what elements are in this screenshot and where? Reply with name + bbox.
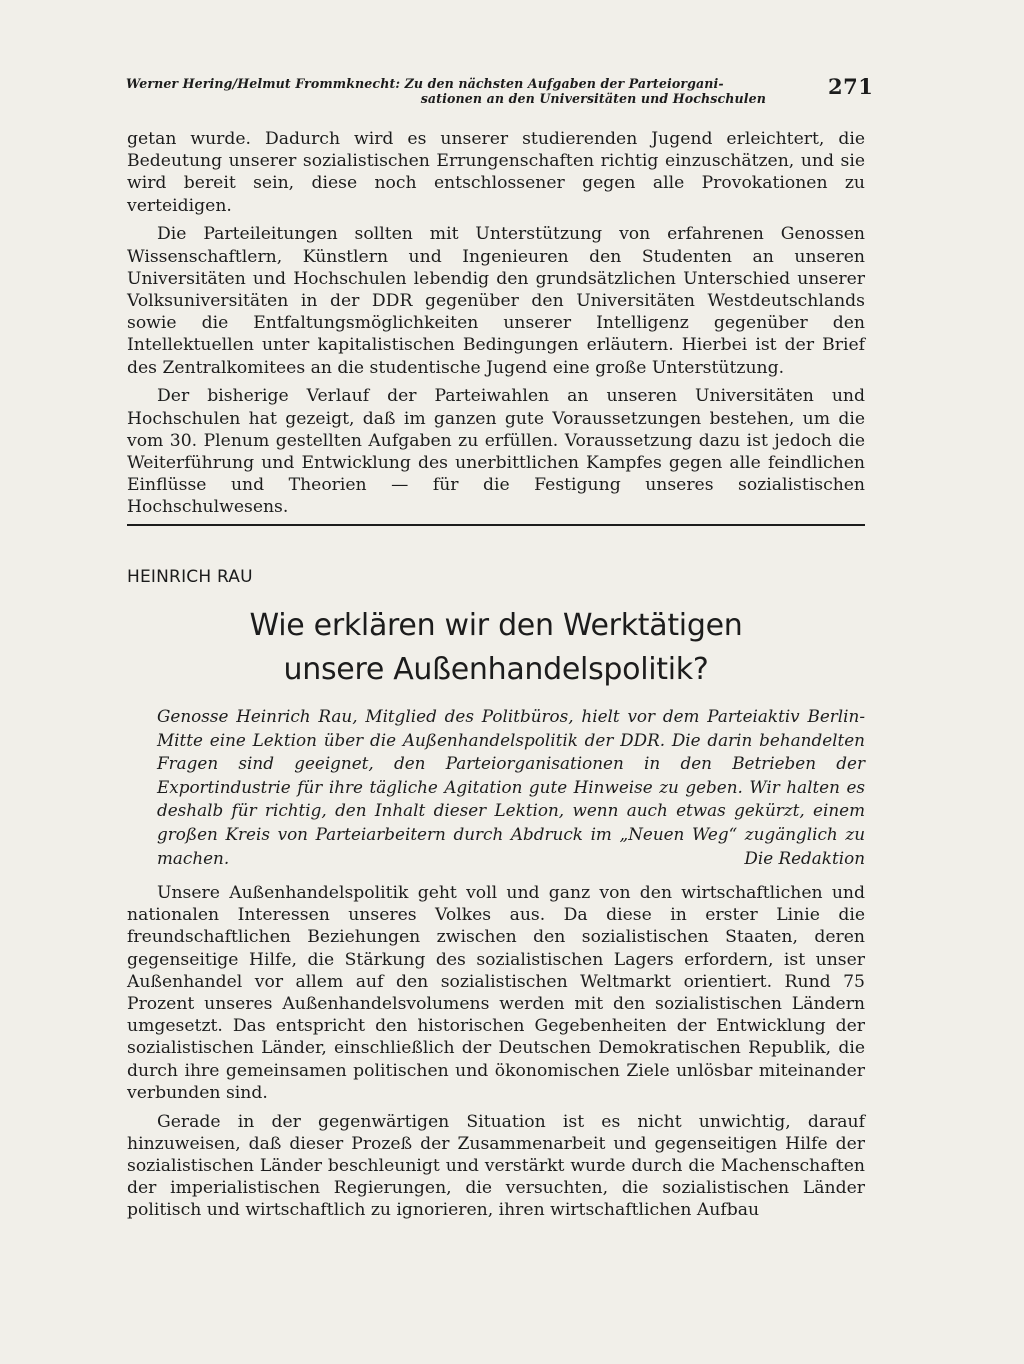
paragraph: Die Parteileitungen sollten mit Unterstützung von erfahrenen Genossen Wissenschaftlern, Künstlern und Ingenieuren den Studenten an unseren Universitäten und Hochschulen lebendig den grundsätzlichen Unterschied unserer Volksuniversitäten in der DDR gegenüber den Universitäten Westdeutschlands sowie die Entfaltungsmöglichkeiten unserer Intelligenz gegenüber den Intellektuellen unter kapitalistischen Bedingungen erläutern. Hierbei ist der Brief des Zentralkomitees an die studentische Jugend eine große Unterstützung. xyxy=(127,224,865,378)
page-number: 271 xyxy=(828,74,874,99)
running-head xyxy=(126,76,766,106)
article-body xyxy=(127,882,865,1228)
paragraph: getan wurde. Dadurch wird es unserer studierenden Jugend erleichtert, die Bedeutung unserer sozialistischen Errungenschaften richtig einzuschätzen, und sie wird bereit sein, diese noch entschlossener gegen alle Provokationen zu verteidigen. xyxy=(127,129,865,216)
editorial-intro-text: Genosse Heinrich Rau, Mitglied des Politbüros, hielt vor dem Parteiaktiv Berlin-Mitte eine Lektion über die Außenhandelspolitik der DDR. Die darin behandelten Fragen sind geeignet, den Parteiorganisationen in den Betrieben der Exportindustrie für ihre tägliche Agitation gute Hinweise zu geben. Wir halten es deshalb für richtig, den Inhalt dieser Lektion, wenn auch etwas gekürzt, einem großen Kreis von Parteiarbeitern durch Abdruck im „Neuen Weg“ zugänglich zu machen. xyxy=(157,706,865,868)
article-author: HEINRICH RAU xyxy=(127,567,253,587)
article-title-line-1: Wie erklären wir den Werktätigen xyxy=(249,608,743,643)
section-divider xyxy=(127,524,865,526)
paragraph: Unsere Außenhandelspolitik geht voll und ganz von den wirtschaftlichen und nationalen Interessen unseres Volkes aus. Da diese in erster Linie die freundschaftlichen Beziehungen zwischen den sozialistischen Staaten, deren gegenseitige Hilfe, die Stärkung des sozialistischen Lagers erfordern, ist unser Außenhandel vor allem auf den sozialistischen Weltmarkt orientiert. Rund 75 Prozent unseres Außenhandelsvolumens werden mit den sozialistischen Ländern umgesetzt. Das entspricht den historischen Gegebenheiten der Entwicklung der sozialistischen Länder, einschließlich der Deutschen Demokratischen Republik, die durch ihre gemeinsamen politischen und ökonomischen Ziele unlösbar miteinander verbunden sind. xyxy=(127,883,865,1103)
editorial-intro xyxy=(157,705,865,870)
running-head-line-2: sationen an den Universitäten und Hochschulen xyxy=(420,91,766,106)
paragraph: Der bisherige Verlauf der Parteiwahlen an unseren Universitäten und Hochschulen hat gezeigt, daß im ganzen gute Voraussetzungen bestehen, um die vom 30. Plenum gestellten Aufgaben zu erfüllen. Voraussetzung dazu ist jedoch die Weiterführung und Entwicklung des unerbittlichen Kampfes gegen alle feindlichen Einflüsse und Theorien — für die Festigung unseres sozialistischen Hochschulwesens. xyxy=(127,386,865,518)
running-head-line-1: Werner Hering/Helmut Frommknecht: Zu den nächsten Aufgaben der Parteiorgani- xyxy=(126,76,724,91)
paragraph: Gerade in der gegenwärtigen Situation ist es nicht unwichtig, darauf hinzuweisen, daß dieser Prozeß der Zusammenarbeit und gegenseitigen Hilfe der sozialistischen Länder beschleunigt und verstärkt wurde durch die Machenschaften der imperialistischen Regierungen, die versuchten, die sozialistischen Länder politisch und wirtschaftlich zu ignorieren, ihren wirtschaftlichen Aufbau xyxy=(127,1111,865,1221)
article-title xyxy=(127,604,865,692)
editorial-signature: Die Redaktion xyxy=(744,847,865,868)
article-title-line-2: unsere Außenhandelspolitik? xyxy=(283,652,709,687)
previous-article-ending xyxy=(127,128,865,525)
